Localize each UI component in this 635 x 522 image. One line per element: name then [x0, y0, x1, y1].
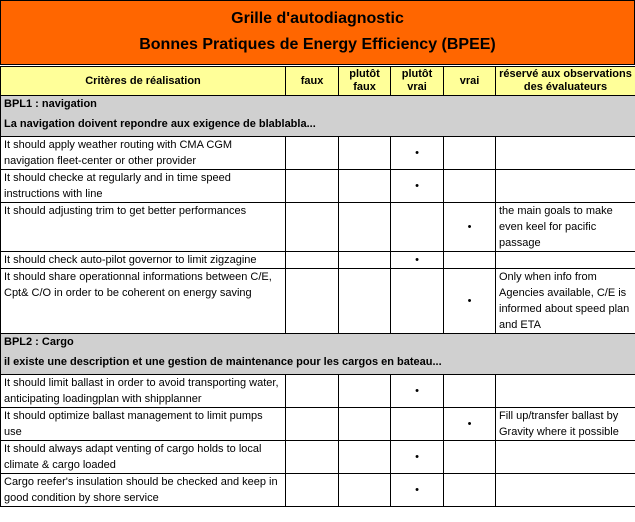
rating-plutot-faux-cell[interactable]: [339, 441, 391, 474]
table-row: [1, 474, 635, 507]
criterion-text: Cargo reefer's insulation should be checked and keep in good condition by shore service: [1, 474, 286, 507]
rating-plutot-faux-cell[interactable]: [339, 375, 391, 408]
table-row: [1, 170, 635, 203]
header-observations-line2: des évaluateurs: [523, 81, 608, 93]
rating-plutot-vrai-cell[interactable]: [391, 203, 444, 252]
rating-plutot-faux-cell[interactable]: [339, 408, 391, 441]
observation-cell[interactable]: [496, 441, 635, 474]
rating-plutot-vrai-cell[interactable]: •: [391, 170, 444, 203]
observation-cell[interactable]: [496, 252, 635, 269]
header-vrai: vrai: [444, 67, 496, 96]
rating-vrai-cell[interactable]: [444, 474, 496, 507]
rating-plutot-faux-cell[interactable]: [339, 269, 391, 334]
table-row: [1, 269, 635, 334]
criterion-text: It should checke at regularly and in time speed instructions with line: [1, 170, 286, 203]
observation-cell[interactable]: the main goals to make even keel for pacific passage: [496, 203, 635, 252]
assessment-table: [0, 66, 635, 507]
header-plutot-vrai-line2: vrai: [407, 81, 427, 93]
rating-vrai-cell[interactable]: •: [444, 408, 496, 441]
table-row: [1, 441, 635, 474]
rating-plutot-vrai-cell[interactable]: •: [391, 474, 444, 507]
section-cell: [1, 334, 635, 375]
criterion-text: It should optimize ballast management to limit pumps use: [1, 408, 286, 441]
rating-faux-cell[interactable]: [286, 203, 339, 252]
rating-faux-cell[interactable]: [286, 170, 339, 203]
rating-plutot-vrai-cell[interactable]: •: [391, 441, 444, 474]
header-row: [1, 67, 635, 96]
rating-vrai-cell[interactable]: •: [444, 203, 496, 252]
criterion-text: It should adjusting trim to get better performances: [1, 203, 286, 252]
table-row: [1, 203, 635, 252]
rating-faux-cell[interactable]: [286, 137, 339, 170]
rating-plutot-vrai-cell[interactable]: •: [391, 137, 444, 170]
rating-plutot-faux-cell[interactable]: [339, 203, 391, 252]
rating-faux-cell[interactable]: [286, 441, 339, 474]
rating-vrai-cell[interactable]: [444, 137, 496, 170]
table-row: [1, 252, 635, 269]
rating-faux-cell[interactable]: [286, 474, 339, 507]
header-observations-line1: réservé aux observations: [499, 68, 632, 80]
header-plutot-vrai: [391, 67, 444, 96]
rating-faux-cell[interactable]: [286, 269, 339, 334]
section-row-cargo: [1, 334, 635, 375]
table-row: [1, 375, 635, 408]
criterion-text: It should limit ballast in order to avoid transporting water, anticipating loadingplan with shipplanner: [1, 375, 286, 408]
rating-faux-cell[interactable]: [286, 408, 339, 441]
rating-plutot-vrai-cell[interactable]: [391, 269, 444, 334]
observation-cell[interactable]: [496, 474, 635, 507]
section-name: BPL1 : navigation: [4, 98, 97, 110]
rating-plutot-vrai-cell[interactable]: •: [391, 375, 444, 408]
section-row-navigation: [1, 96, 635, 137]
header-plutot-faux: [339, 67, 391, 96]
observation-cell[interactable]: [496, 170, 635, 203]
section-cell: [1, 96, 635, 137]
section-description: il existe une description et une gestion de maintenance pour les cargos en bateau...: [4, 356, 442, 368]
header-criteria: Critères de réalisation: [1, 67, 286, 96]
rating-vrai-cell[interactable]: [444, 375, 496, 408]
section-name: BPL2 : Cargo: [4, 336, 74, 348]
rating-plutot-faux-cell[interactable]: [339, 170, 391, 203]
rating-faux-cell[interactable]: [286, 375, 339, 408]
rating-plutot-faux-cell[interactable]: [339, 137, 391, 170]
rating-vrai-cell[interactable]: [444, 252, 496, 269]
title-band: [0, 0, 635, 65]
rating-vrai-cell[interactable]: •: [444, 269, 496, 334]
rating-vrai-cell[interactable]: [444, 170, 496, 203]
table-row: [1, 408, 635, 441]
rating-vrai-cell[interactable]: [444, 441, 496, 474]
title-line-2: Bonnes Pratiques de Energy Efficiency (BPEE): [139, 36, 496, 53]
observation-cell[interactable]: Fill up/transfer ballast by Gravity where it possible: [496, 408, 635, 441]
rating-faux-cell[interactable]: [286, 252, 339, 269]
header-plutot-faux-line1: plutôt: [349, 68, 380, 80]
title-line-1: Grille d'autodiagnostic: [231, 10, 404, 27]
header-plutot-vrai-line1: plutôt: [401, 68, 433, 80]
criterion-text: It should apply weather routing with CMA CGM navigation fleet-center or other provider: [1, 137, 286, 170]
rating-plutot-vrai-cell[interactable]: •: [391, 252, 444, 269]
observation-cell[interactable]: [496, 137, 635, 170]
rating-plutot-faux-cell[interactable]: [339, 252, 391, 269]
criterion-text: It should share operationnal informations between C/E, Cpt& C/O in order to be coherent on energy saving: [1, 269, 286, 334]
rating-plutot-vrai-cell[interactable]: [391, 408, 444, 441]
observation-cell[interactable]: Only when info from Agencies available, C/E is informed about speed plan and ETA: [496, 269, 635, 334]
header-faux: faux: [286, 67, 339, 96]
header-observations: [496, 67, 635, 96]
observation-cell[interactable]: [496, 375, 635, 408]
header-plutot-faux-line2: faux: [353, 81, 376, 93]
criterion-text: It should check auto-pilot governor to limit zigzagine: [1, 252, 286, 269]
section-description: La navigation doivent repondre aux exigence de blablabla...: [4, 118, 316, 130]
table-row: [1, 137, 635, 170]
criterion-text: It should always adapt venting of cargo holds to local climate & cargo loaded: [1, 441, 286, 474]
rating-plutot-faux-cell[interactable]: [339, 474, 391, 507]
